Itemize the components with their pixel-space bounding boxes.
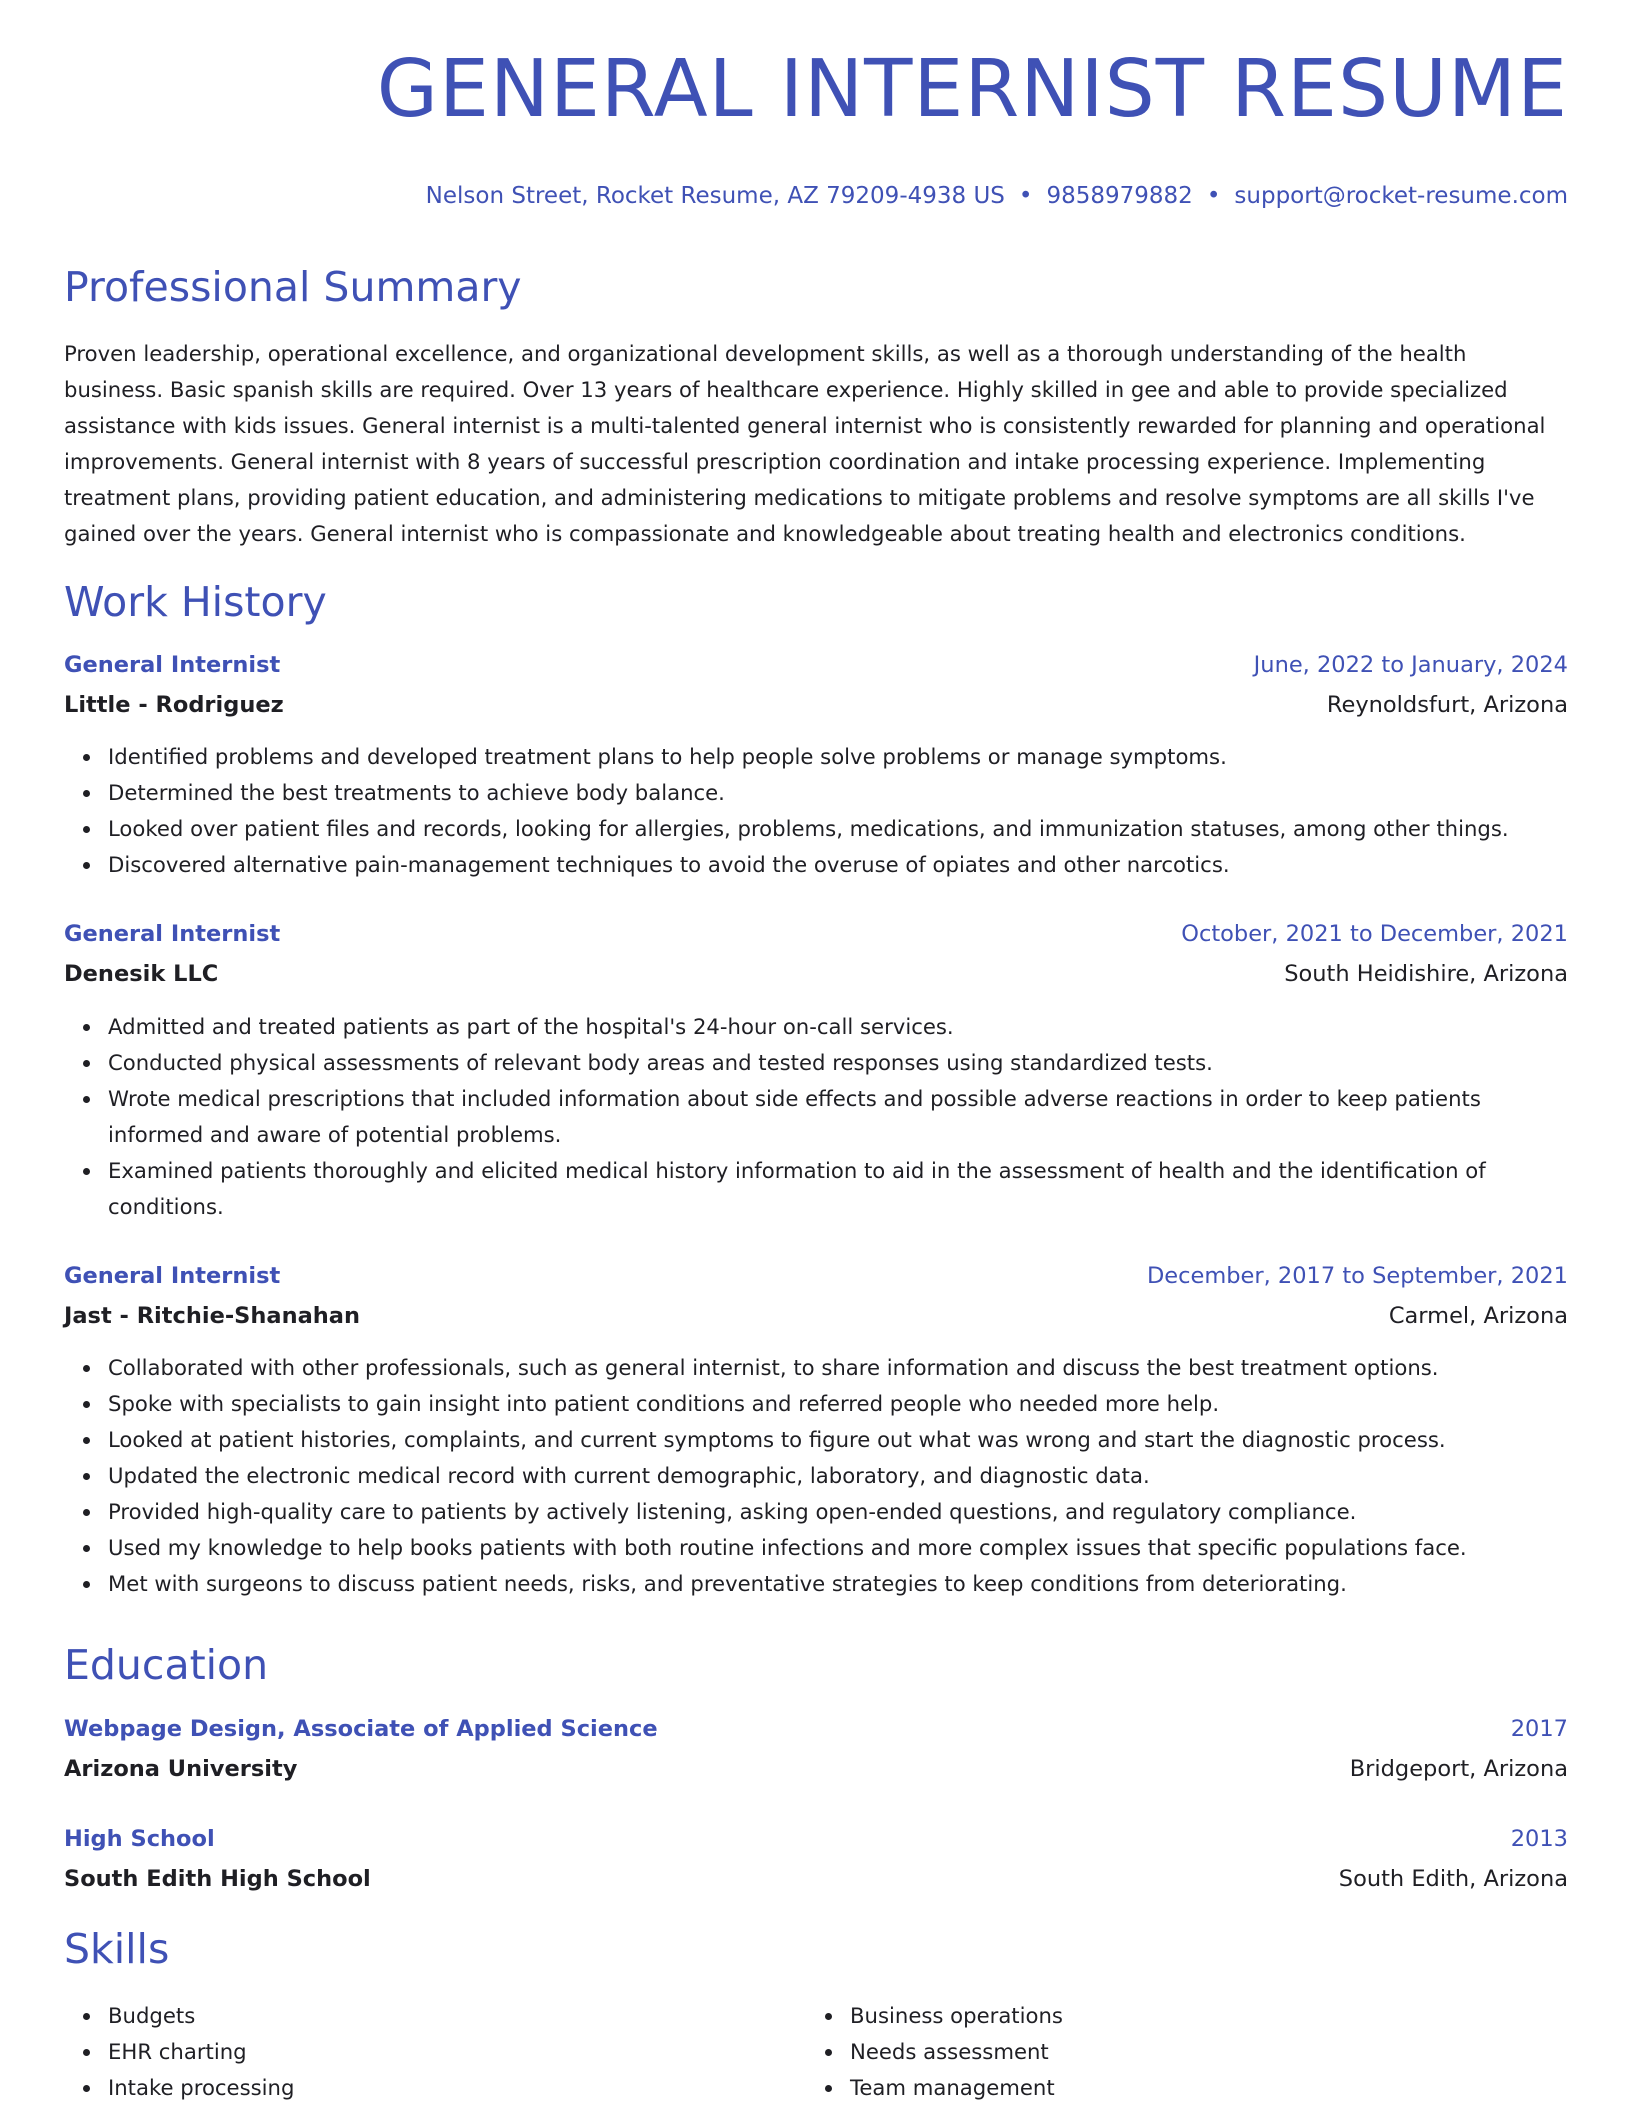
list-item: Used my knowledge to help books patients with both routine infections and more complex issues that specific populations face. — [108, 1530, 1568, 1566]
skill-item: Business operations — [850, 1998, 1063, 2034]
list-item: Looked over patient files and records, looking for allergies, problems, medications, and immunization statuses, among other things. — [108, 811, 1568, 847]
education-degree: Webpage Design, Associate of Applied Science — [64, 1716, 658, 1742]
job-company: Jast - Ritchie-Shanahan — [64, 1303, 360, 1329]
job-dates: June, 2022 to January, 2024 — [1253, 652, 1568, 678]
job-title: General Internist — [64, 652, 281, 678]
job-entry — [64, 920, 1568, 1225]
summary-text: Proven leadership, operational excellence, and organizational development skills, as well as a thorough understanding of the health business. Basic spanish skills are required. Over 13 years of healthcare experience. Highly skilled in gee and able to provide specialized assistance with kids issues. General internist is a multi-talented general internist who is consistently rewarded for planning and operational improvements. General internist with 8 years of successful prescription coordination and intake processing experience. Implementing treatment plans, providing patient education, and administering medications to mitigate problems and resolve symptoms are all skills I've gained over the years. General internist who is compassionate and knowledgeable about treating health and electronics conditions. — [64, 341, 1546, 546]
job-title: General Internist — [64, 921, 281, 947]
section-heading-education: Education — [64, 1641, 269, 1689]
job-title: General Internist — [64, 1263, 281, 1289]
job-entry — [64, 651, 1568, 883]
skill-item: Team management — [850, 2070, 1063, 2106]
education-year: 2017 — [1510, 1716, 1568, 1742]
job-location: South Heidishire, Arizona — [1284, 961, 1568, 987]
list-item: Wrote medical prescriptions that included information about side effects and possible adverse reactions in order to keep patients informed and aware of potential problems. — [108, 1081, 1568, 1153]
list-item: Looked at patient histories, complaints, and current symptoms to figure out what was wrong and start the diagnostic process. — [108, 1422, 1568, 1458]
education-degree: High School — [64, 1826, 215, 1852]
education-school: Arizona University — [64, 1756, 298, 1782]
job-subheader — [64, 960, 1568, 1009]
section-heading-skills: Skills — [64, 1925, 170, 1973]
skills-bullets — [64, 1998, 294, 2106]
job-bullets — [64, 739, 1568, 883]
job-bullets — [64, 1009, 1568, 1225]
contact-address: Nelson Street, Rocket Resume, AZ 79209-4938 US — [425, 183, 1005, 209]
job-location: Reynoldsfurt, Arizona — [1326, 692, 1568, 718]
education-year: 2013 — [1510, 1826, 1568, 1852]
education-entry — [64, 1715, 1568, 1795]
contact-separator: • — [1206, 183, 1221, 209]
list-item: Determined the best treatments to achieve body balance. — [108, 775, 1568, 811]
list-item: Met with surgeons to discuss patient needs, risks, and preventative strategies to keep conditions from deteriorating. — [108, 1566, 1568, 1602]
job-company: Denesik LLC — [64, 961, 219, 987]
job-subheader — [64, 691, 1568, 739]
job-header — [64, 920, 1568, 960]
job-header — [64, 651, 1568, 691]
job-entry — [64, 1262, 1568, 1602]
education-school: South Edith High School — [64, 1866, 371, 1892]
job-subheader — [64, 1302, 1568, 1350]
skills-bullets — [806, 1998, 1063, 2106]
job-dates: December, 2017 to September, 2021 — [1146, 1263, 1568, 1289]
contact-line — [426, 183, 1568, 209]
section-heading-summary: Professional Summary — [64, 263, 522, 311]
list-item: Admitted and treated patients as part of the hospital's 24-hour on-call services. — [108, 1009, 1568, 1045]
job-header — [64, 1262, 1568, 1302]
education-entry — [64, 1825, 1568, 1905]
job-company: Little - Rodriguez — [64, 692, 284, 718]
skill-item: EHR charting — [108, 2034, 294, 2070]
job-location: Carmel, Arizona — [1388, 1303, 1568, 1329]
list-item: Provided high-quality care to patients by actively listening, asking open-ended questions, and regulatory compliance. — [108, 1494, 1568, 1530]
section-heading-work: Work History — [64, 578, 327, 626]
skill-item: Needs assessment — [850, 2034, 1063, 2070]
list-item: Updated the electronic medical record with current demographic, laboratory, and diagnostic data. — [108, 1458, 1568, 1494]
skill-item: Budgets — [108, 1998, 294, 2034]
skills-column-left — [64, 1998, 294, 2106]
list-item: Spoke with specialists to gain insight into patient conditions and referred people who needed more help. — [108, 1386, 1568, 1422]
job-dates: October, 2021 to December, 2021 — [1181, 921, 1568, 947]
education-location: South Edith, Arizona — [1338, 1866, 1568, 1892]
contact-separator: • — [1018, 183, 1033, 209]
list-item: Conducted physical assessments of relevant body areas and tested responses using standardized tests. — [108, 1045, 1568, 1081]
education-location: Bridgeport, Arizona — [1349, 1756, 1568, 1782]
skills-column-right — [806, 1998, 1063, 2106]
contact-email[interactable]: support@rocket-resume.com — [1234, 183, 1568, 209]
list-item: Discovered alternative pain-management techniques to avoid the overuse of opiates and other narcotics. — [108, 847, 1568, 883]
contact-phone: 9858979882 — [1046, 183, 1193, 209]
education-subheader — [64, 1755, 1568, 1795]
education-header — [64, 1715, 1568, 1755]
list-item: Identified problems and developed treatment plans to help people solve problems or manage symptoms. — [108, 739, 1568, 775]
job-bullets — [64, 1350, 1568, 1602]
list-item: Examined patients thoroughly and elicited medical history information to aid in the assessment of health and the identification of conditions. — [108, 1153, 1568, 1225]
list-item: Collaborated with other professionals, such as general internist, to share information and discuss the best treatment options. — [108, 1350, 1568, 1386]
resume-title: GENERAL INTERNIST RESUME — [376, 43, 1568, 135]
skill-item: Intake processing — [108, 2070, 294, 2106]
education-header — [64, 1825, 1568, 1865]
education-subheader — [64, 1865, 1568, 1905]
